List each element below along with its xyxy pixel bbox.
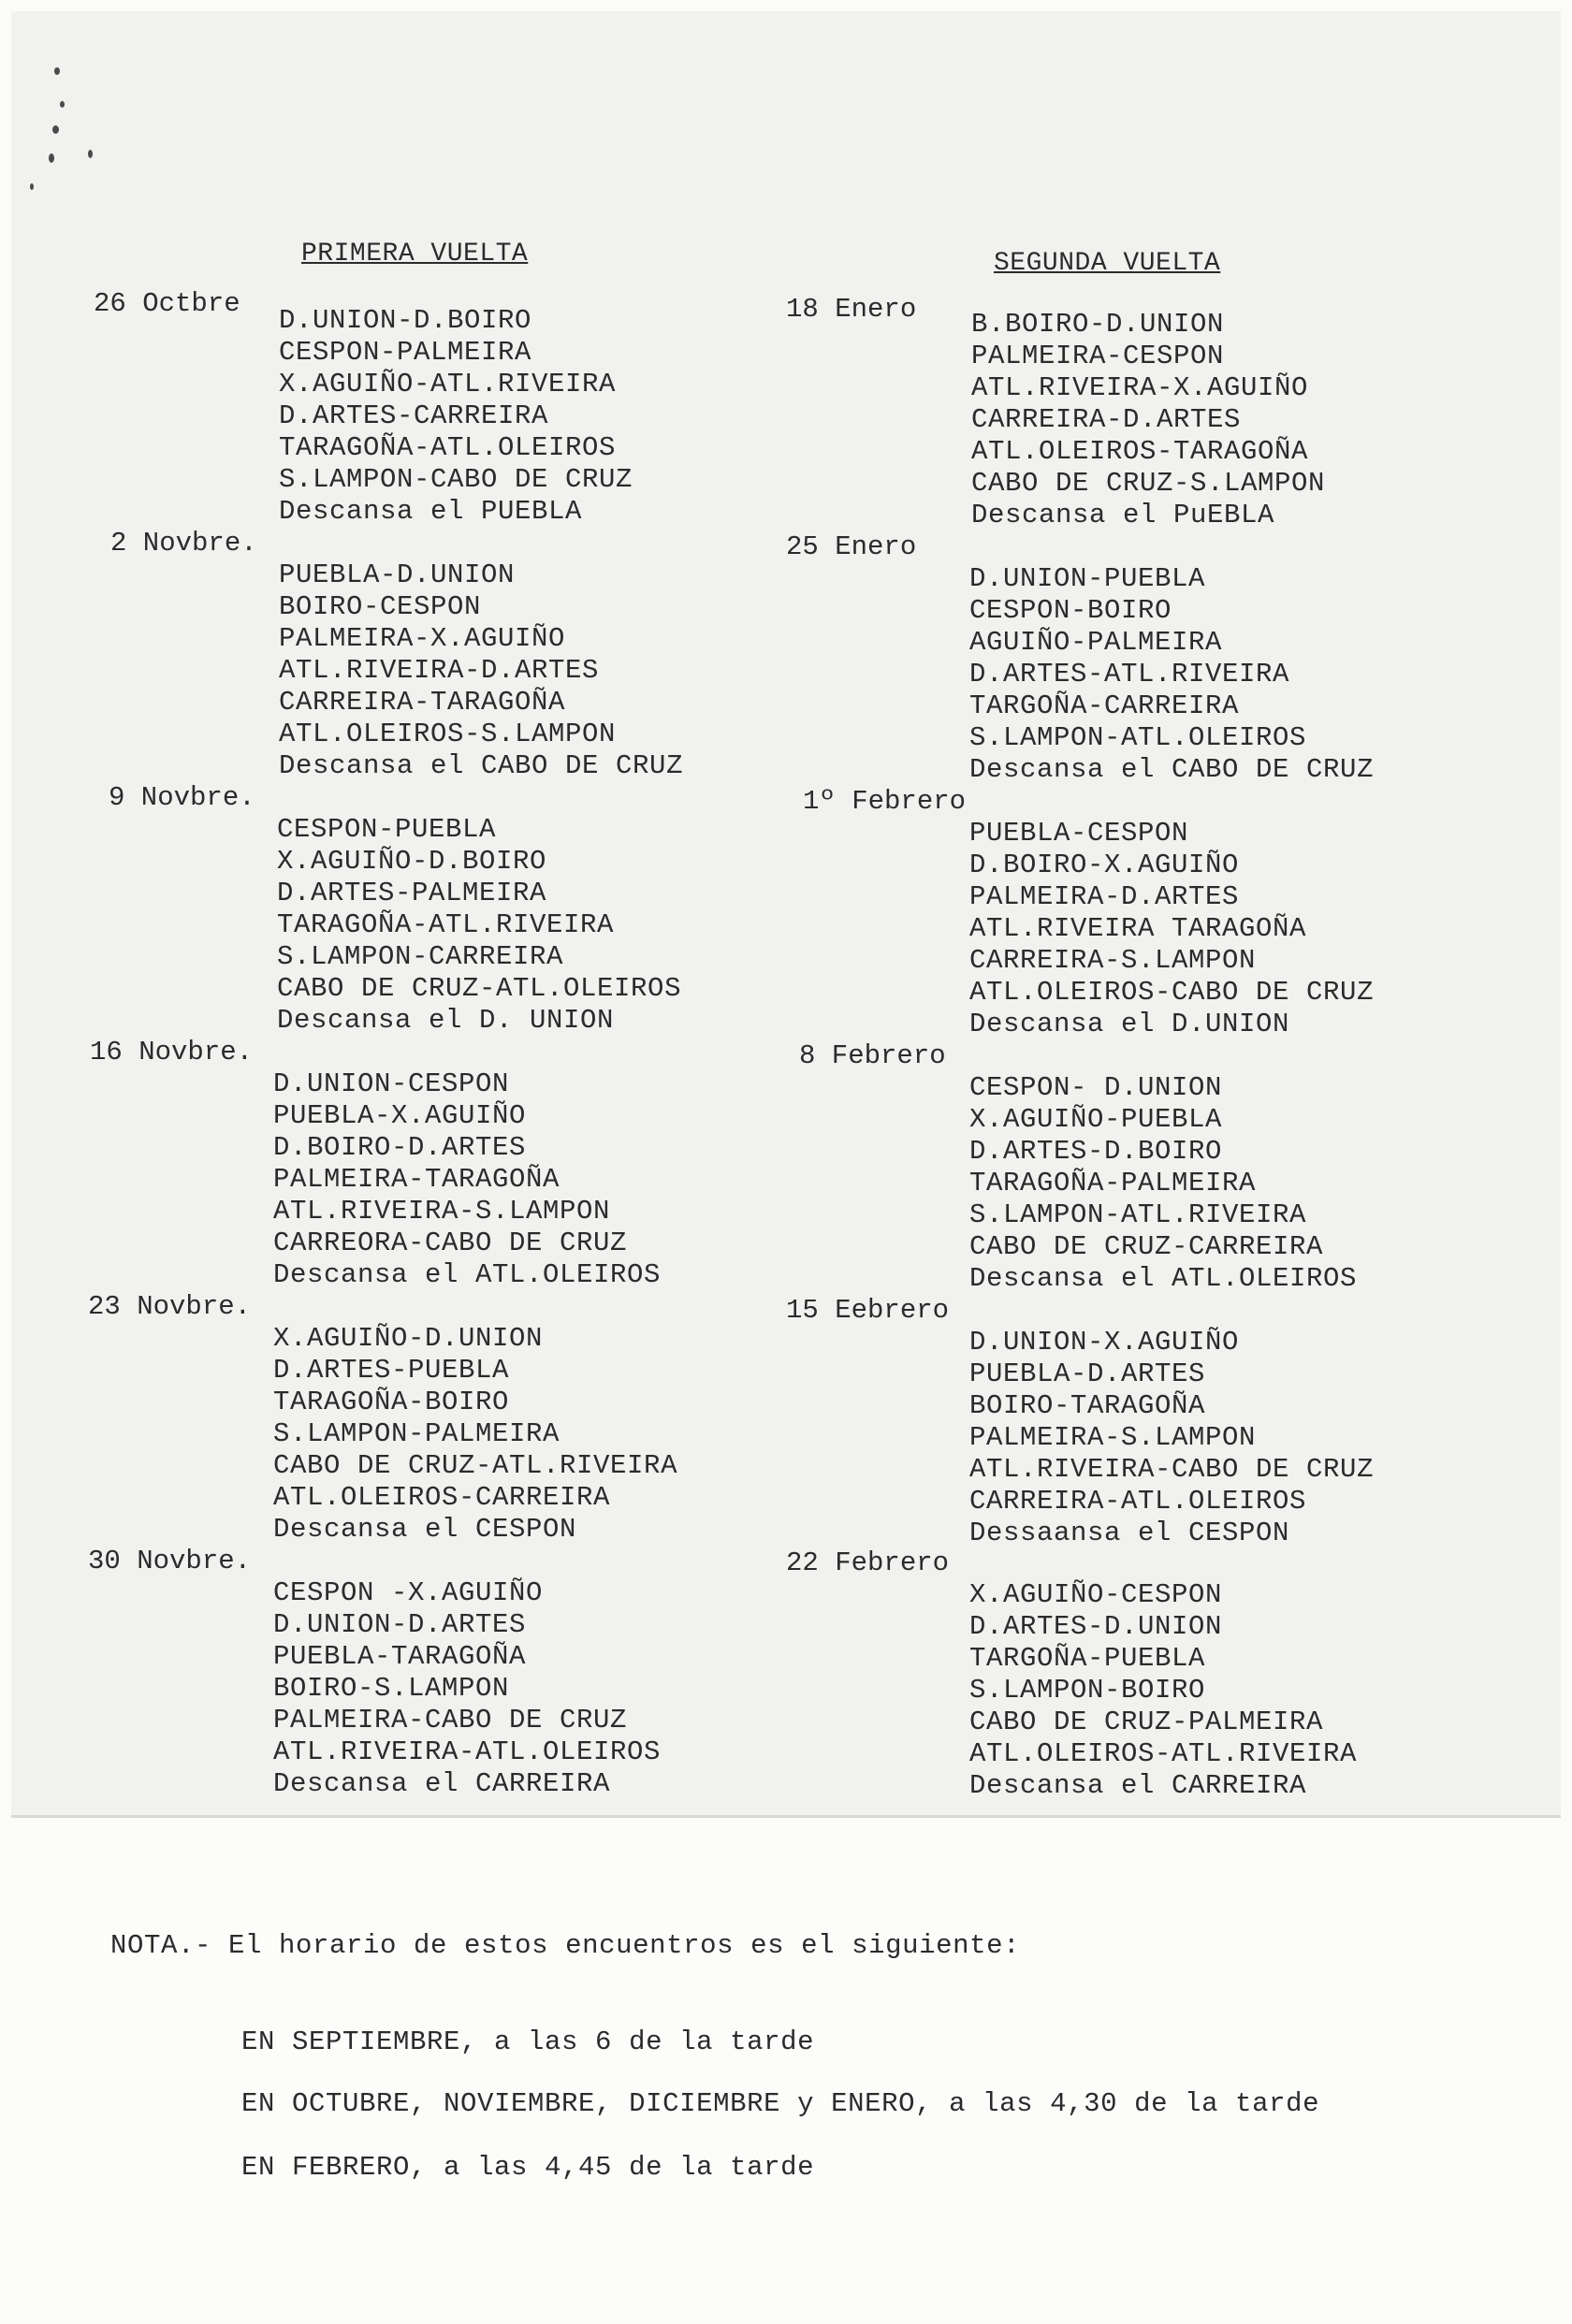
round-date: 22 Febrero [786, 1547, 950, 1578]
match-item: AGUIÑO-PALMEIRA [969, 627, 1223, 658]
ink-speck [49, 153, 54, 163]
match-item: X.AGUIÑO-CESPON [969, 1579, 1223, 1610]
ink-speck [88, 150, 93, 158]
match-item: X.AGUIÑO-PUEBLA [969, 1104, 1223, 1135]
match-item: TARAGOÑA-ATL.RIVEIRA [277, 909, 615, 940]
round-date: 1º Febrero [803, 786, 967, 817]
match-item: CESPON-BOIRO [969, 595, 1172, 626]
primera-vuelta-title: PRIMERA VUELTA [301, 240, 529, 269]
match-item: PUEBLA-TARAGOÑA [273, 1641, 527, 1672]
segunda-vuelta-title: SEGUNDA VUELTA [994, 249, 1221, 278]
round-date: 15 Eebrero [786, 1295, 950, 1326]
match-list [971, 309, 1325, 531]
match-item: ATL.OLEIROS-S.LAMPON [279, 719, 617, 749]
match-item: CABO DE CRUZ-ATL.RIVEIRA [273, 1450, 678, 1481]
match-item: PUEBLA-D.UNION [279, 559, 516, 590]
match-list [969, 818, 1374, 1040]
match-item: ATL.RIVEIRA TARAGOÑA [969, 913, 1307, 944]
round-date: 30 Novbre. [88, 1546, 252, 1576]
round-date: 16 Novbre. [90, 1037, 254, 1068]
match-item: PUEBLA-CESPON [969, 818, 1189, 849]
match-item: TARGOÑA-CARREIRA [969, 690, 1240, 721]
horario-line: EN FEBRERO, a las 4,45 de la tarde [241, 2152, 815, 2183]
round-date: 8 Febrero [799, 1040, 946, 1071]
match-item: CARREIRA-S.LAMPON [969, 945, 1257, 976]
ink-speck [52, 125, 59, 134]
rest-line: Descansa el ATL.OLEIROS [969, 1263, 1358, 1294]
ink-speck [60, 101, 65, 108]
match-list [273, 1323, 677, 1546]
match-item: PALMEIRA-S.LAMPON [969, 1422, 1257, 1453]
match-item: BOIRO-S.LAMPON [273, 1673, 510, 1704]
match-item: D.UNION-X.AGUIÑO [969, 1327, 1240, 1358]
rest-line: Descansa el PuEBLA [971, 500, 1275, 530]
match-item: S.LAMPON-ATL.OLEIROS [969, 722, 1307, 753]
rest-line: Descansa el PUEBLA [279, 496, 583, 527]
match-item: BOIRO-CESPON [279, 591, 482, 622]
match-item: D.ARTES-PALMEIRA [277, 878, 547, 908]
rest-line: Descansa el CESPON [273, 1514, 577, 1545]
match-list [273, 1577, 661, 1800]
match-item: X.AGUIÑO-D.BOIRO [277, 846, 547, 877]
match-item: ATL.OLEIROS-CABO DE CRUZ [969, 977, 1375, 1008]
match-item: CESPON-PALMEIRA [279, 337, 532, 368]
ink-specks [26, 64, 101, 213]
match-item: ATL.OLEIROS-ATL.RIVEIRA [969, 1738, 1358, 1769]
round-date: 25 Enero [786, 531, 917, 562]
match-item: BOIRO-TARAGOÑA [969, 1390, 1206, 1421]
rest-line: Descansa el CABO DE CRUZ [969, 754, 1375, 785]
match-item: CABO DE CRUZ-PALMEIRA [969, 1707, 1324, 1737]
match-item: PALMEIRA-CESPON [971, 341, 1225, 371]
rest-line: Descansa el ATL.OLEIROS [273, 1259, 662, 1290]
rest-line: Descansa el CARREIRA [273, 1768, 611, 1799]
match-item: TARAGOÑA-ATL.OLEIROS [279, 432, 617, 463]
match-list [969, 1072, 1357, 1295]
match-item: TARAGOÑA-PALMEIRA [969, 1168, 1257, 1198]
round-date: 23 Novbre. [88, 1291, 252, 1322]
rest-line: Descansa el D. UNION [277, 1005, 615, 1036]
match-item: PALMEIRA-TARAGOÑA [273, 1164, 560, 1195]
match-item: TARAGOÑA-BOIRO [273, 1387, 510, 1417]
match-item: CARREIRA-TARAGOÑA [279, 687, 566, 718]
match-item: D.ARTES-D.UNION [969, 1611, 1223, 1642]
match-item: CESPON-PUEBLA [277, 814, 497, 845]
match-item: S.LAMPON-CARREIRA [277, 941, 564, 972]
match-list [969, 563, 1374, 786]
match-item: D.ARTES-PUEBLA [273, 1355, 510, 1386]
match-list [279, 305, 633, 528]
horario-line: EN OCTUBRE, NOVIEMBRE, DICIEMBRE y ENERO, a las 4,30 de la tarde [241, 2088, 1320, 2119]
match-item: PALMEIRA-X.AGUIÑO [279, 623, 566, 654]
rest-line: Descansa el D.UNION [969, 1009, 1290, 1039]
horario-line: EN SEPTIEMBRE, a las 6 de la tarde [241, 2026, 815, 2057]
match-item: D.UNION-CESPON [273, 1068, 510, 1099]
match-item: ATL.RIVEIRA-X.AGUIÑO [971, 372, 1309, 403]
match-item: D.BOIRO-D.ARTES [273, 1132, 527, 1163]
match-item: ATL.RIVEIRA-S.LAMPON [273, 1196, 611, 1227]
match-item: CARREORA-CABO DE CRUZ [273, 1227, 628, 1258]
match-item: X.AGUIÑO-D.UNION [273, 1323, 544, 1354]
match-list [969, 1327, 1374, 1549]
match-item: D.UNION-D.ARTES [273, 1609, 527, 1640]
ink-speck [30, 183, 34, 190]
match-item: PALMEIRA-CABO DE CRUZ [273, 1705, 628, 1736]
match-item: CARREIRA-D.ARTES [971, 404, 1242, 435]
nota-line: NOTA.- El horario de estos encuentros es el siguiente: [110, 1930, 1021, 1961]
match-item: CABO DE CRUZ-ATL.OLEIROS [277, 973, 682, 1004]
ink-speck [54, 67, 60, 75]
rest-line: Descansa el CARREIRA [969, 1770, 1307, 1801]
rest-line: Descansa el CABO DE CRUZ [279, 750, 684, 781]
match-item: CESPON- D.UNION [969, 1072, 1223, 1103]
sheet-edge-divider [11, 1815, 1561, 1818]
match-list [273, 1068, 661, 1291]
round-date: 2 Novbre. [110, 528, 257, 559]
match-item: D.UNION-D.BOIRO [279, 305, 532, 336]
match-item: S.LAMPON-BOIRO [969, 1675, 1206, 1706]
match-item: ATL.RIVEIRA-CABO DE CRUZ [969, 1454, 1375, 1485]
round-date: 18 Enero [786, 294, 917, 325]
match-item: CABO DE CRUZ-S.LAMPON [971, 468, 1326, 499]
match-item: D.ARTES-CARREIRA [279, 400, 549, 431]
match-item: PUEBLA-X.AGUIÑO [273, 1100, 527, 1131]
match-list [969, 1579, 1357, 1802]
match-list [277, 814, 681, 1037]
match-item: D.ARTES-ATL.RIVEIRA [969, 659, 1290, 690]
match-item: TARGOÑA-PUEBLA [969, 1643, 1206, 1674]
match-item: X.AGUIÑO-ATL.RIVEIRA [279, 369, 617, 399]
match-item: PALMEIRA-D.ARTES [969, 881, 1240, 912]
match-item: PUEBLA-D.ARTES [969, 1358, 1206, 1389]
match-item: CABO DE CRUZ-CARREIRA [969, 1231, 1324, 1262]
footnote-sheet [0, 1821, 1572, 2324]
match-list [279, 559, 683, 782]
match-item: S.LAMPON-CABO DE CRUZ [279, 464, 633, 495]
match-item: B.BOIRO-D.UNION [971, 309, 1225, 340]
match-item: CARREIRA-ATL.OLEIROS [969, 1486, 1307, 1517]
match-item: ATL.RIVEIRA-D.ARTES [279, 655, 600, 686]
match-item: ATL.OLEIROS-CARREIRA [273, 1482, 611, 1513]
match-item: ATL.OLEIROS-TARAGOÑA [971, 436, 1309, 467]
match-item: D.ARTES-D.BOIRO [969, 1136, 1223, 1167]
match-item: S.LAMPON-PALMEIRA [273, 1418, 560, 1449]
match-item: D.BOIRO-X.AGUIÑO [969, 850, 1240, 880]
match-item: CESPON -X.AGUIÑO [273, 1577, 544, 1608]
round-date: 26 Octbre [94, 288, 240, 319]
match-item: S.LAMPON-ATL.RIVEIRA [969, 1199, 1307, 1230]
rest-line: Dessaansa el CESPON [969, 1518, 1290, 1548]
match-item: D.UNION-PUEBLA [969, 563, 1206, 594]
round-date: 9 Novbre. [109, 782, 255, 813]
match-item: ATL.RIVEIRA-ATL.OLEIROS [273, 1736, 662, 1767]
